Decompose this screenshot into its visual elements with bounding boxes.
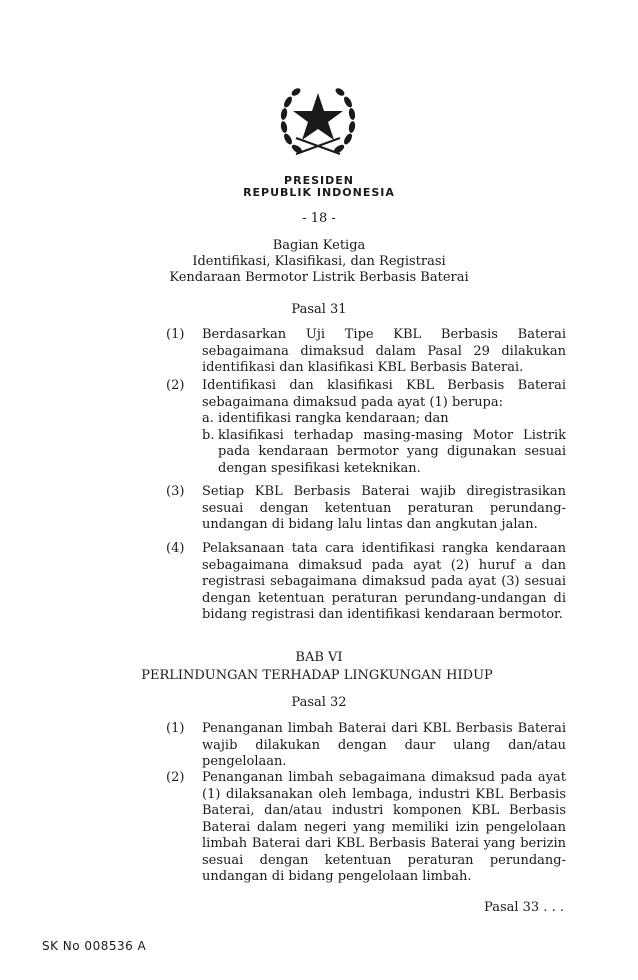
ayat-number: (1) (166, 327, 185, 342)
list-item (202, 411, 566, 428)
list-text: klasifikasi terhadap masing-masing Motor Listrik pada kendaraan bermotor yang digunakan sesuai dengan spesifikasi keteknikan. (218, 427, 566, 476)
list-label: a. (202, 411, 214, 426)
list-label: b. (202, 427, 215, 443)
section-subtitle-1: Identifikasi, Klasifikasi, dan Registrasi (192, 254, 446, 269)
section-title: Bagian Ketiga (272, 238, 366, 253)
ayat-number: (4) (166, 541, 185, 556)
ayat-number: (1) (166, 721, 185, 736)
pasal-31-ayat-2 (166, 378, 566, 477)
header-republik: REPUBLIK INDONESIA (243, 186, 395, 199)
section-subtitle-2: Kendaraan Bermotor Listrik Berbasis Baterai (169, 270, 469, 285)
ayat-text: Identifikasi dan klasifikasi KBL Berbasis Baterai sebagaimana dimaksud pada ayat (1) berupa: (202, 378, 566, 410)
ayat-text: Penanganan limbah Baterai dari KBL Berbasis Baterai wajib dilakukan dengan daur ulang dan/atau pengelolaan. (202, 721, 566, 769)
document-code: SK No 008536 A (42, 939, 147, 953)
bab-subtitle: PERLINDUNGAN TERHADAP LINGKUNGAN HIDUP (141, 668, 493, 683)
ayat-number: (2) (166, 378, 185, 393)
ayat-text: Pelaksanaan tata cara identifikasi rangka kendaraan sebagaimana dimaksud pada ayat (2) huruf a dan registrasi sebagaimana dimaksud pada ayat (3) sesuai dengan ketentuan peraturan perundang-undangan di bidang registrasi dan identifikasi kendaraan bermotor. (202, 541, 566, 622)
header-presiden: PRESIDEN (284, 174, 354, 187)
ayat-text: Setiap KBL Berbasis Baterai wajib diregistrasikan sesuai dengan ketentuan peraturan perundang-undangan di bidang lalu lintas dan angkutan jalan. (202, 484, 566, 532)
next-page-reference: Pasal 33 . . . (484, 900, 564, 915)
garuda-star-emblem-icon (268, 68, 368, 168)
ayat-body (202, 378, 566, 477)
pasal-31-ayat-3 (166, 484, 566, 534)
page-number: - 18 - (302, 211, 336, 226)
pasal-31-title: Pasal 31 (291, 302, 347, 317)
ayat-text: Penanganan limbah sebagaimana dimaksud pada ayat (1) dilaksanakan oleh lembaga, industri KBL Berbasis Baterai, dan/atau industri komponen KBL Berbasis Baterai dalam negeri yang memiliki izin pengelolaan limbah Baterai dari KBL Berbasis Baterai yang berizin sesuai dengan ketentuan peraturan perundang-undangan di bidang pengelolaan limbah. (202, 770, 566, 884)
ayat-text: Berdasarkan Uji Tipe KBL Berbasis Baterai sebagaimana dimaksud dalam Pasal 29 dilakukan identifikasi dan klasifikasi KBL Berbasis Baterai. (202, 327, 566, 375)
bab-title: BAB VI (295, 650, 343, 665)
pasal-32-title: Pasal 32 (291, 695, 347, 710)
pasal-31-ayat-1 (166, 327, 566, 377)
list-item (202, 428, 566, 478)
list-text: identifikasi rangka kendaraan; dan (218, 411, 449, 426)
ayat-number: (2) (166, 770, 185, 785)
pasal-32-ayat-2 (166, 770, 566, 886)
ayat-number: (3) (166, 484, 185, 499)
pasal-32-ayat-1 (166, 721, 566, 771)
pasal-31-ayat-4 (166, 541, 566, 624)
